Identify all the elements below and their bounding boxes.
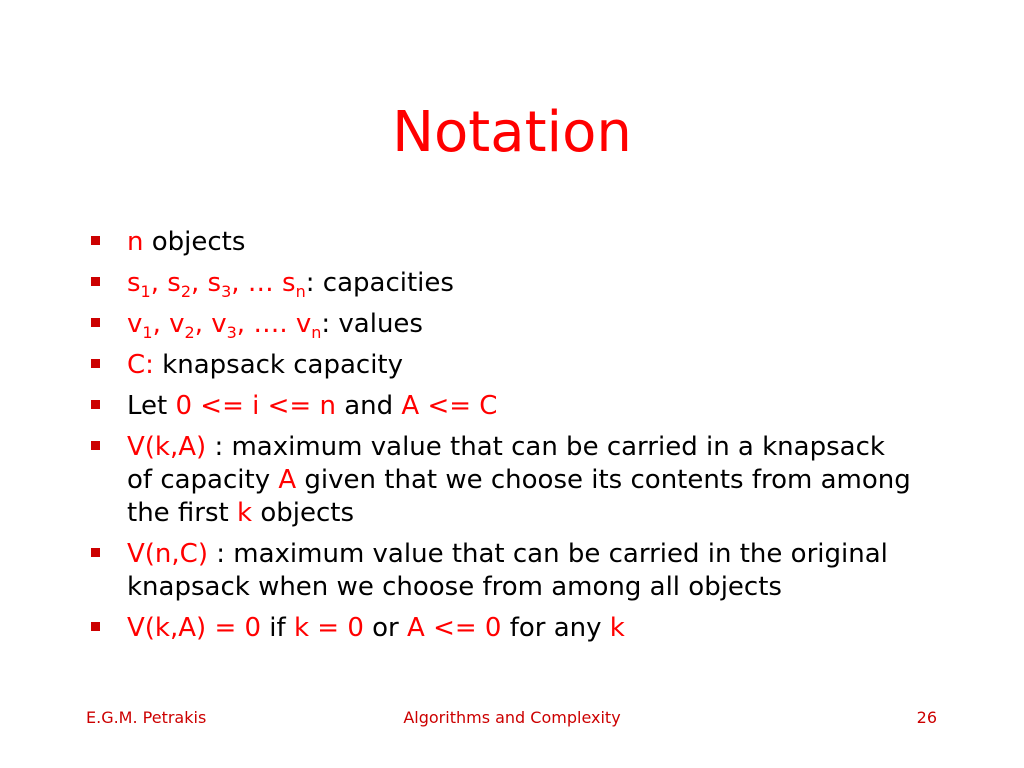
bullet-text: 0 <= i <= n xyxy=(175,391,336,421)
bullet-item xyxy=(88,390,918,423)
bullet-text: V(k,A) xyxy=(127,432,207,462)
bullet-text: A <= C xyxy=(401,391,498,421)
subscript-text: n xyxy=(295,282,306,302)
bullet-text: k xyxy=(237,498,253,528)
footer-course: Algorithms and Complexity xyxy=(403,708,621,727)
bullet-text: , s xyxy=(191,268,222,298)
bullet-text: if xyxy=(261,613,294,643)
subscript-text: 3 xyxy=(226,323,237,343)
bullet-text: Let xyxy=(127,391,176,421)
bullet-text: V(k,A) = 0 xyxy=(127,613,262,643)
subscript-text: n xyxy=(311,323,322,343)
subscript-text: 2 xyxy=(180,282,191,302)
bullet-item xyxy=(88,226,918,259)
square-bullet-icon xyxy=(91,318,100,327)
square-bullet-icon xyxy=(91,548,100,557)
subscript-text: 1 xyxy=(142,323,153,343)
bullet-text: : maximum value that can be carried in the original knapsack when we choose from among all objects xyxy=(127,539,888,602)
subscript-text: 2 xyxy=(184,323,195,343)
bullet-item xyxy=(88,308,918,341)
bullet-text: : maximum value that can be carried in a knapsack of capacity xyxy=(127,432,885,495)
bullet-item xyxy=(88,538,918,604)
bullet-list xyxy=(88,226,918,653)
bullet-text: s xyxy=(127,268,141,298)
bullet-text: V(n,C) xyxy=(127,539,208,569)
square-bullet-icon xyxy=(91,441,100,450)
bullet-text: objects xyxy=(252,498,355,528)
square-bullet-icon xyxy=(91,277,100,286)
square-bullet-icon xyxy=(91,622,100,631)
footer-author: E.G.M. Petrakis xyxy=(86,708,207,727)
bullet-text: for any xyxy=(501,613,610,643)
bullet-text: C: xyxy=(127,350,154,380)
square-bullet-icon xyxy=(91,236,100,245)
bullet-text: , v xyxy=(152,309,185,339)
bullet-text: A <= 0 xyxy=(407,613,502,643)
bullet-text: v xyxy=(127,309,143,339)
bullet-text: k = 0 xyxy=(293,613,364,643)
bullet-text: A xyxy=(278,465,297,495)
bullet-text: objects xyxy=(143,227,246,257)
bullet-text: : capacities xyxy=(305,268,454,298)
subscript-text: 3 xyxy=(221,282,232,302)
bullet-text: : values xyxy=(321,309,423,339)
square-bullet-icon xyxy=(91,400,100,409)
bullet-text: , s xyxy=(150,268,181,298)
subscript-text: 1 xyxy=(140,282,151,302)
bullet-text: given that we choose its contents from among the first xyxy=(127,465,911,528)
bullet-text: n xyxy=(127,227,144,257)
bullet-text: knapsack capacity xyxy=(153,350,404,380)
bullet-item xyxy=(88,349,918,382)
bullet-text: and xyxy=(335,391,402,421)
slide-title: Notation xyxy=(392,100,632,165)
bullet-item xyxy=(88,431,918,530)
bullet-text: , …. v xyxy=(236,309,312,339)
bullet-text: , … s xyxy=(231,268,296,298)
bullet-item xyxy=(88,267,918,300)
footer-page-number: 26 xyxy=(916,708,937,727)
bullet-item xyxy=(88,612,918,645)
bullet-text: , v xyxy=(194,309,227,339)
bullet-text: or xyxy=(363,613,408,643)
square-bullet-icon xyxy=(91,359,100,368)
bullet-text: k xyxy=(609,613,625,643)
